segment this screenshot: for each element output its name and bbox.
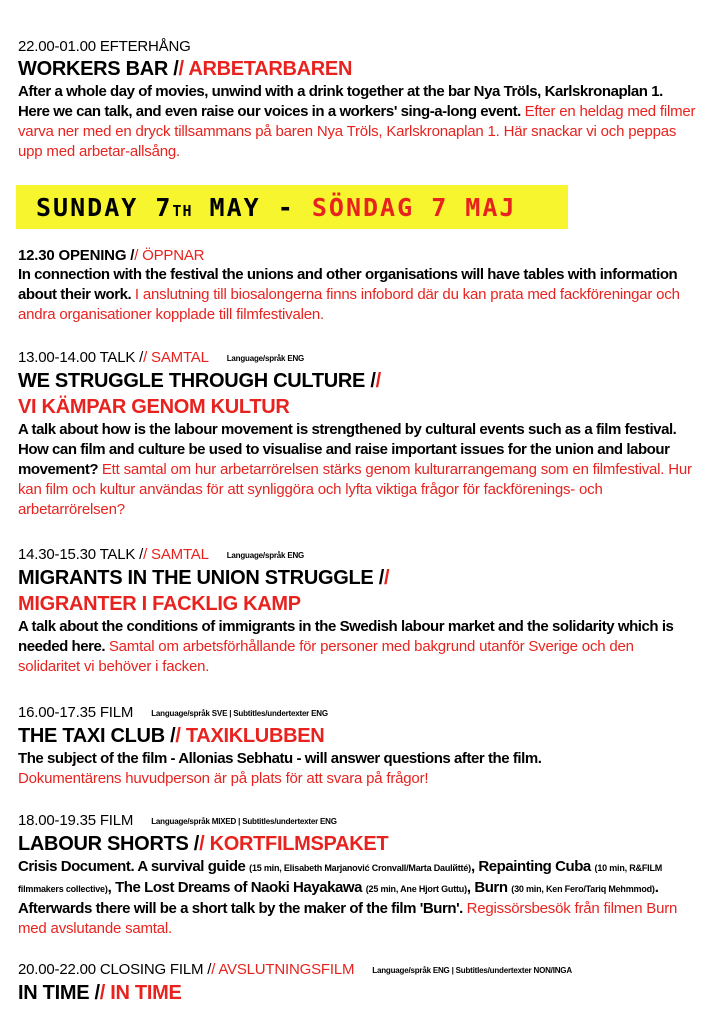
event-talk-migrants	[18, 546, 698, 677]
event-time: 14.30-15.30 TALK // SAMTAL Language/språk ENG	[18, 546, 305, 563]
event-title: IN TIME // IN TIME	[18, 982, 182, 1004]
language-note: Language/språk ENG	[226, 354, 305, 363]
day-heading: SUNDAY 7TH MAY - SÖNDAG 7 MAJ	[36, 193, 517, 222]
event-description: In connection with the festival the unions and other organisations will have tables with information about their work. I anslutning till biosalongerna finns infobord där du kan prata med fackföreningar och andra organisationer kopplade till filmfestivalen.	[18, 266, 680, 323]
event-title: LABOUR SHORTS // KORTFILMSPAKET	[18, 833, 389, 855]
event-talk-culture	[18, 349, 698, 520]
language-note: Language/språk ENG	[226, 551, 305, 560]
event-title-sv: MIGRANTER I FACKLIG KAMP	[18, 593, 301, 615]
event-description: Crisis Document. A survival guide (15 min, Elisabeth Marjanović Cronvall/Marta Daulйtté), Repainting Cuba (10 min, R&FILM filmmakers collective), The Lost Dreams of Naoki Hayakawa (25 min, Ane Hjort Guttu), Burn (30 min, Ken Fero/Tariq Mehmmod). Afterwards there will be a short talk by the maker of the film 'Burn'. Regissörsbesök från filmen Burn med avslutande samtal.	[18, 858, 678, 937]
event-time: 12.30 OPENING // ÖPPNAR	[18, 247, 205, 264]
event-title: WORKERS BAR // ARBETARBAREN	[18, 58, 353, 80]
event-time: 20.00-22.00 CLOSING FILM // AVSLUTNINGSFILM Language/språk ENG | Subtitles/undertexter NON/INGA	[18, 961, 572, 978]
language-note: Language/språk ENG | Subtitles/undertexter NON/INGA	[372, 966, 572, 975]
event-description: A talk about how is the labour movement is strengthened by cultural events such as a film festival. How can film and culture be used to visualise and raise important issues for the union and labour movement? Ett samtal om hur arbetarrörelsen stärks genom kulturarrangemang som en filmfestival. Hur kan film och kultur användas för att synliggöra och lyfta viktiga frågor för fackförenings- och arbetarrörelsen?	[18, 421, 692, 518]
event-opening	[18, 247, 698, 325]
language-note: Language/språk MIXED | Subtitles/undertexter ENG	[151, 817, 337, 826]
event-title: MIGRANTS IN THE UNION STRUGGLE //	[18, 567, 390, 589]
day-banner	[16, 185, 568, 229]
event-time: 18.00-19.35 FILM Language/språk MIXED | Subtitles/undertexter ENG	[18, 812, 337, 829]
event-description: The subject of the film - Allonias Sebhatu - will answer questions after the film. Dokumentärens huvudperson är på plats för att svara på frågor!	[18, 750, 542, 787]
event-title: WE STRUGGLE THROUGH CULTURE //	[18, 370, 381, 392]
event-title-sv: VI KÄMPAR GENOM KULTUR	[18, 396, 290, 418]
event-labour-shorts	[18, 812, 698, 939]
event-title: THE TAXI CLUB // TAXIKLUBBEN	[18, 725, 325, 747]
event-time: 16.00-17.35 FILM Language/språk SVE | Subtitles/undertexter ENG	[18, 704, 328, 721]
event-workers-bar	[18, 38, 698, 162]
event-taxi-club	[18, 704, 698, 789]
event-closing	[18, 961, 698, 1006]
language-note: Language/språk SVE | Subtitles/undertexter ENG	[151, 709, 328, 718]
event-description: A talk about the conditions of immigrants in the Swedish labour market and the solidarity which is needed here. Samtal om arbetsförhållande för personer med bakgrund utanför Sverige och den solidaritet vi behöver i facken.	[18, 618, 674, 675]
event-time: 22.00-01.00 EFTERHÅNG	[18, 38, 191, 55]
event-time: 13.00-14.00 TALK // SAMTAL Language/språk ENG	[18, 349, 305, 366]
event-description: After a whole day of movies, unwind with a drink together at the bar Nya Tröls, Karlskronaplan 1. Here we can talk, and even raise our voices in a workers' sing-a-long event. Efter en heldag med filmer varva ner med en dryck tillsammans på baren Nya Tröls, Karlskronaplan 1. Här snackar vi och peppas upp med arbetar-allsång.	[18, 83, 696, 160]
